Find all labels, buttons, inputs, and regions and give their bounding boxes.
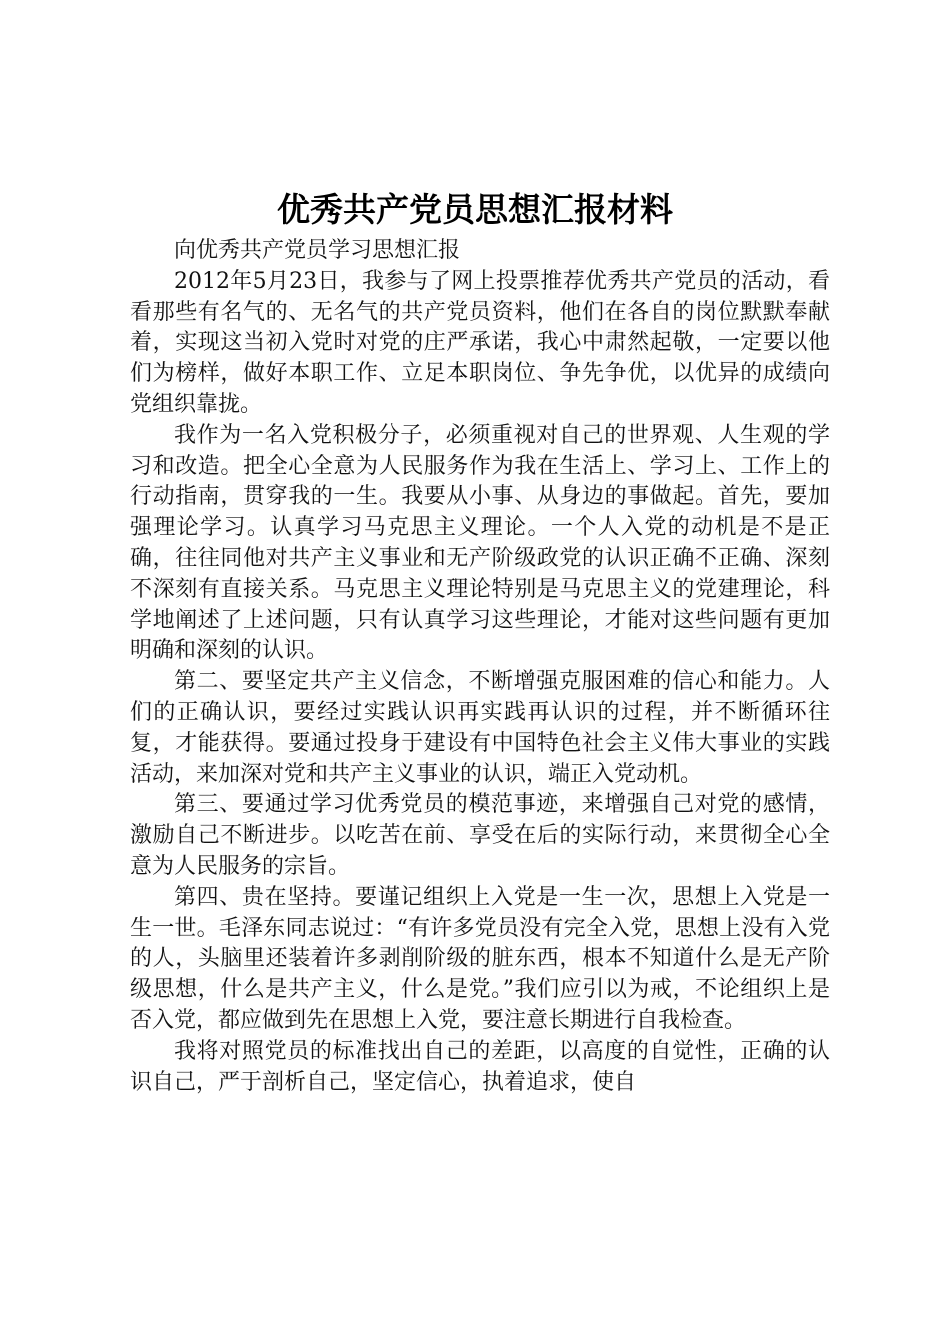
paragraph-1: 2012年5月23日，我参与了网上投票推荐优秀共产党员的活动，看看那些有名气的、无名气的共产党员资料，他们在各自的岗位默默奉献着，实现这当初入党时对党的庄严承诺，我心中肃然起敬，一定要以他们为榜样，做好本职工作、立足本职岗位、争先争优，以优异的成绩向党组织靠拢。 bbox=[130, 268, 830, 417]
paragraph-3: 第二、要坚定共产主义信念，不断增强克服困难的信心和能力。人们的正确认识，要经过实践认识再实践再认识的过程，并不断循环往复，才能获得。要通过投身于建设有中国特色社会主义伟大事业的实践活动，来加深对党和共产主义事业的认识，端正入党动机。 bbox=[130, 669, 830, 787]
document-body bbox=[130, 236, 830, 1098]
document-title: 优秀共产党员思想汇报材料 bbox=[277, 190, 673, 229]
paragraph-6: 我将对照党员的标准找出自己的差距，以高度的自觉性，正确的认识自己，严于剖析自己，坚定信心，执着追求，使自 bbox=[130, 1038, 830, 1095]
paragraph-4: 第三、要通过学习优秀党员的模范事迹，来增强自己对党的感情，激励自己不断进步。以吃苦在前、享受在后的实际行动，来贯彻全心全意为人民服务的宗旨。 bbox=[130, 792, 830, 879]
paragraph-subtitle: 向优秀共产党员学习思想汇报 bbox=[174, 238, 461, 263]
paragraph-2: 我作为一名入党积极分子，必须重视对自己的世界观、人生观的学习和改造。把全心全意为人民服务作为我在生活上、学习上、工作上的行动指南，贯穿我的一生。我要从小事、从身边的事做起。首先，要加强理论学习。认真学习马克思主义理论。一个人入党的动机是不是正确，往往同他对共产主义事业和无产阶级政党的认识正确不正确、深刻不深刻有直接关系。马克思主义理论特别是马克思主义的党建理论，科学地阐述了上述问题，只有认真学习这些理论，才能对这些问题有更加明确和深刻的认识。 bbox=[130, 422, 830, 664]
paragraph-5: 第四、贵在坚持。要谨记组织上入党是一生一次，思想上入党是一生一世。毛泽东同志说过：“有许多党员没有完全入党，思想上没有入党的人，头脑里还装着许多剥削阶级的脏东西，根本不知道什么是无产阶级思想，什么是共产主义，什么是党。”我们应引以为戒，不论组织上是否入党，都应做到先在思想上入党，要注意长期进行自我检查。 bbox=[130, 884, 830, 1033]
